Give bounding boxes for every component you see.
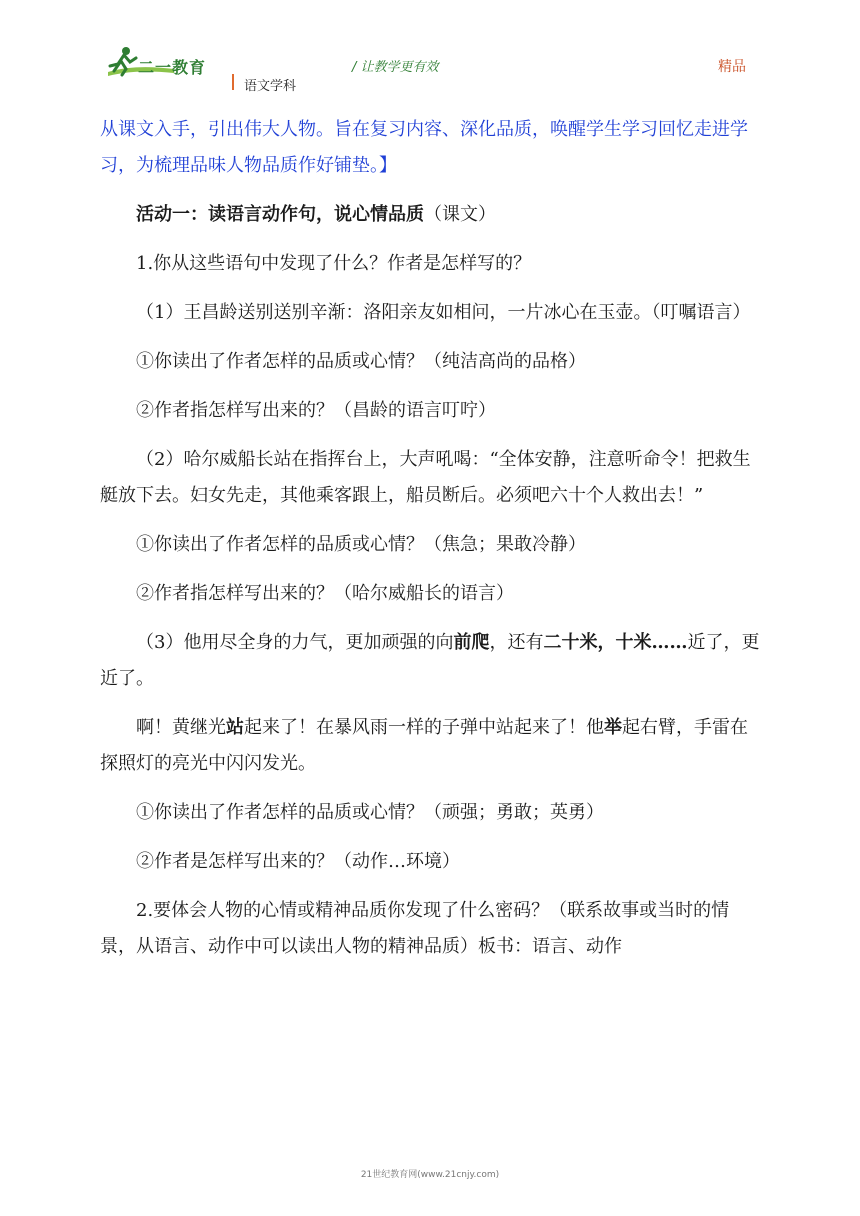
page-footer: 21世纪教育网(www.21cnjy.com): [360, 1170, 500, 1180]
sentence-3-text-3: 近了，更近了。: [100, 632, 760, 689]
sentence-3-question-b: ②作者是怎样写出来的？（动作…环境）: [136, 851, 460, 872]
header-divider: [232, 74, 234, 90]
sentence-3c-text-1: 啊！黄继光: [136, 717, 226, 738]
intro-paragraph: 从课文入手，引出伟大人物。旨在复习内容、深化品质，唤醒学生学习回忆走进学习，为梳理品味人物品质作好铺垫。】: [100, 119, 748, 176]
sentence-2: （2）哈尔威船长站在指挥台上，大声吼喝：“全体安静，注意听命令！把救生艇放下去。妇女先走，其他乘客跟上，船员断后。必须吧六十个人救出去！”: [100, 449, 751, 506]
sentence-3-continued: [100, 710, 760, 782]
activity-title: [100, 197, 760, 233]
subject-label: 语文学科: [244, 79, 297, 94]
document-body: [100, 112, 760, 978]
logo-text: 二一教育: [138, 58, 207, 77]
sentence-3-text-1: （3）他用尽全身的力气，更加顽强的向: [136, 632, 454, 653]
sentence-3-text-2: ，还有: [489, 632, 544, 653]
sentence-3-bold-2: 二十米，十米……: [543, 632, 688, 653]
activity-title-note: （课文）: [424, 204, 496, 225]
slogan: / 让教学更有效: [352, 60, 439, 75]
sentence-3-question-a: ①你读出了作者怎样的品质或心情？（顽强；勇敢；英勇）: [136, 802, 604, 823]
quality-badge: 精品: [718, 59, 746, 75]
sentence-3: [100, 625, 760, 697]
question-2: 2.要体会人物的心情或精神品质你发现了什么密码？（联系故事或当时的情景，从语言、动作中可以读出人物的精神品质）板书：语言、动作: [100, 900, 730, 957]
sentence-3-bold-1: 前爬: [453, 632, 490, 653]
sentence-1-question-a: ①你读出了作者怎样的品质或心情？（纯洁高尚的品格）: [136, 351, 586, 372]
sentence-2-question-b: ②作者指怎样写出来的？（哈尔威船长的语言）: [136, 583, 514, 604]
sentence-3c-bold-1: 站: [226, 717, 244, 738]
sentence-3c-text-3: 起右臂，手雷在探照灯的亮光中闪闪发光。: [100, 717, 748, 774]
sentence-2-question-a: ①你读出了作者怎样的品质或心情？（焦急；果敢冷静）: [136, 534, 586, 555]
page-header: [0, 0, 860, 100]
sentence-1-question-b: ②作者指怎样写出来的？（昌龄的语言叮咛）: [136, 400, 496, 421]
sentence-3c-bold-2: 举: [604, 717, 622, 738]
activity-title-bold: 活动一：读语言动作句，说心情品质: [136, 204, 424, 225]
sentence-3c-text-2: 起来了！在暴风雨一样的子弹中站起来了！他: [244, 717, 604, 738]
question-1: 1.你从这些语句中发现了什么？作者是怎样写的？: [136, 253, 532, 274]
sentence-1: （1）王昌龄送别送别辛渐：洛阳亲友如相问，一片冰心在玉壶。（叮嘱语言）: [136, 302, 751, 323]
